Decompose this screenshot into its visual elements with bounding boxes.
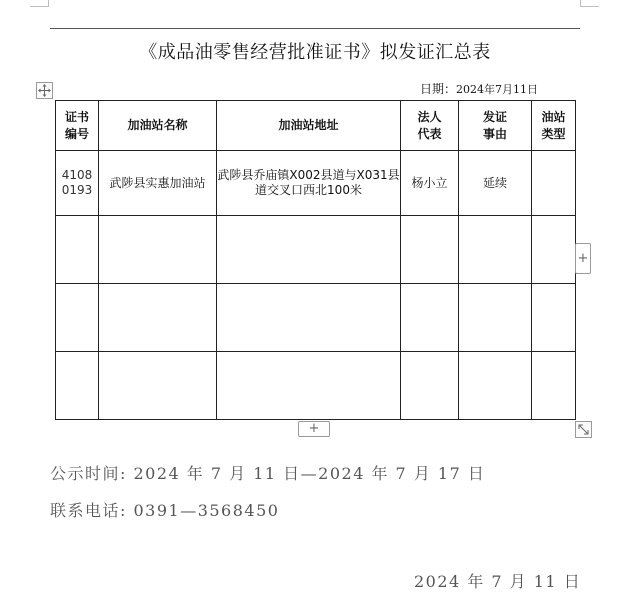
cell-cert-no[interactable] [56,151,99,216]
header-text: 发证 [482,109,507,124]
header-text: 证书 [64,109,89,124]
table-resize-handle[interactable] [575,421,592,438]
header-text: 法人 [417,109,442,124]
table-row [56,352,576,420]
document-title: 《成品油零售经营批准证书》拟发证汇总表 [139,42,491,63]
cell-station-name[interactable]: 武陟县实惠加油站 [99,151,217,216]
header-text: 类型 [541,126,566,141]
header-text: 编号 [64,126,89,141]
add-column-button[interactable]: + [575,243,591,274]
header-text: 加油站名称 [127,118,188,132]
table-cell[interactable] [401,352,459,420]
header-text: 事由 [482,126,507,141]
page-corner-mark-right [580,0,599,7]
header-address [217,101,401,151]
publicity-period: 公示时间: 2024 年 7 月 11 日—2024 年 7 月 17 日 [50,464,486,483]
table-cell[interactable] [401,216,459,284]
move-icon [37,83,52,98]
header-station-type [532,101,576,151]
header-text: 加油站地址 [278,118,339,132]
table-cell[interactable] [99,216,217,284]
cell-address[interactable]: 武陟县乔庙镇X002县道与X031县道交叉口西北100米 [217,151,401,216]
table-cell[interactable] [532,216,576,284]
header-text: 油站 [541,109,566,124]
table-cell[interactable] [459,352,532,420]
table-cell[interactable] [217,352,401,420]
table-cell[interactable] [459,284,532,352]
table-cell[interactable] [217,216,401,284]
header-station-name [99,101,217,151]
table-row [56,151,576,216]
header-rule [50,28,580,29]
table-cell[interactable] [532,284,576,352]
certificate-summary-table [55,100,576,420]
cell-station-type[interactable] [532,151,576,216]
date-line [420,80,538,97]
table-header-row [56,101,576,151]
table-cell[interactable] [56,216,99,284]
table-move-handle[interactable] [36,82,53,99]
cell-reason[interactable]: 延续 [459,151,532,216]
date-value: 2024年7月11日 [456,83,539,96]
page-corner-mark-left [30,0,49,7]
contact-phone: 联系电话: 0391—3568450 [50,501,280,520]
header-reason [459,101,532,151]
header-cert-no [56,101,99,151]
date-label: 日期： [420,82,457,96]
add-row-button[interactable]: + [298,421,330,437]
cert-no-part: 0193 [61,183,93,197]
table-cell[interactable] [99,284,217,352]
table-cell[interactable] [99,352,217,420]
cell-legal-rep[interactable]: 杨小立 [401,151,459,216]
header-text: 代表 [417,126,442,141]
table-row [56,284,576,352]
table-cell[interactable] [56,352,99,420]
cert-no-part: 4108 [61,168,93,182]
table-cell[interactable] [532,352,576,420]
header-legal-rep [401,101,459,151]
table-row [56,216,576,284]
table-cell[interactable] [217,284,401,352]
table-cell[interactable] [401,284,459,352]
signature-date: 2024 年 7 月 11 日 [414,572,582,591]
table-cell[interactable] [459,216,532,284]
resize-icon [576,422,591,437]
table-cell[interactable] [56,284,99,352]
